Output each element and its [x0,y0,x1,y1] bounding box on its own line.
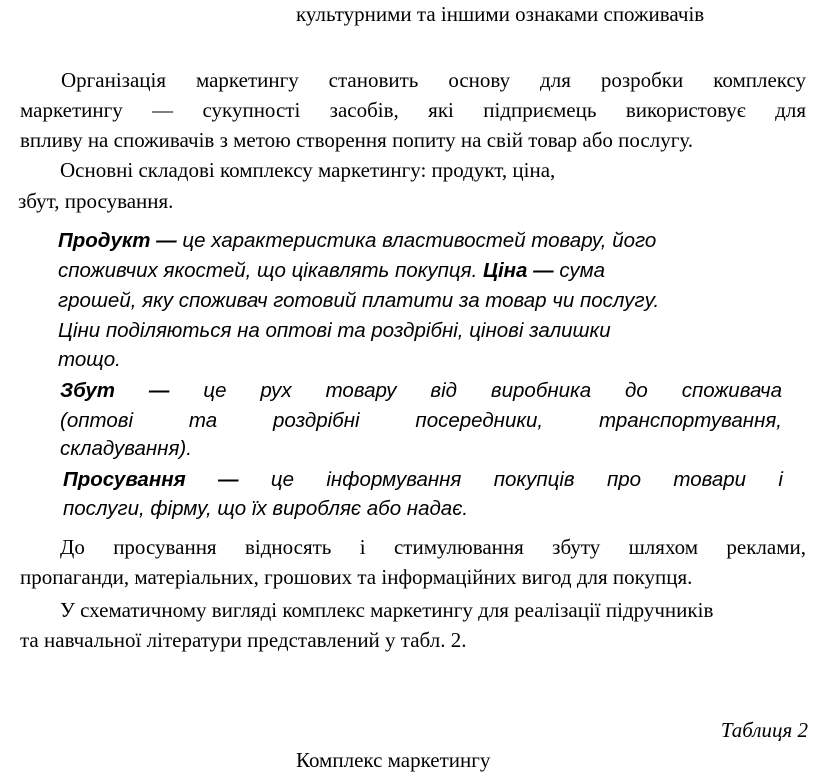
table-title: Комплекс маркетингу [296,748,491,772]
paragraph-line: збут, просування. [18,189,174,213]
definition-line [63,465,783,495]
top-line: культурними та іншими ознаками споживачів [296,2,705,26]
paragraph-line: маркетингу — сукупності засобів, які підприємець використовує для [20,98,806,122]
definition-line: Ціни поділяються на оптові та роздрібні, цінові залишки [58,319,611,342]
paragraph-line: У схематичному вигляді комплекс маркетингу для реалізації підручників [60,598,714,622]
definition-line [58,256,803,286]
definition-text: споживчих якостей, що цікавлять покупця. [58,259,478,282]
definition-text: це інформування покупців про товари і [238,468,783,491]
paragraph-line: впливу на споживачів з метою створення попиту на свій товар або послугу. [20,128,693,152]
definition-line: (оптові та роздрібні посередники, транспортування, [60,409,782,432]
paragraph-line: Організація маркетингу становить основу для розробки комплексу [61,68,806,92]
definition-line [60,376,782,406]
term-sales: Збут — [60,379,170,402]
term-price: Ціна — [483,259,554,282]
definition-line: тощо. [58,348,121,371]
definition-line [58,226,803,256]
term-product: Продукт — [58,229,177,252]
paragraph-line: пропаганди, матеріальних, грошових та інформаційних вигод для покупця. [20,565,693,589]
paragraph-line: та навчальної літератури представлений у табл. 2. [20,628,467,652]
paragraph-line: Основні складові комплексу маркетингу: продукт, ціна, [60,158,556,182]
definition-line: складування). [60,437,192,460]
paragraph-line: До просування відносять і стимулювання збуту шляхом реклами, [60,535,806,559]
definition-text: сума [553,259,606,282]
definition-text: це характеристика властивостей товару, його [176,229,657,252]
table-label: Таблиця 2 [720,718,808,742]
definition-text: це рух товару від виробника до споживача [169,379,782,402]
term-promotion: Просування — [63,468,239,491]
definition-line: грошей, яку споживач готовий платити за товар чи послугу. [58,289,660,312]
definition-line: послуги, фірму, що їх виробляє або надає. [63,497,469,520]
